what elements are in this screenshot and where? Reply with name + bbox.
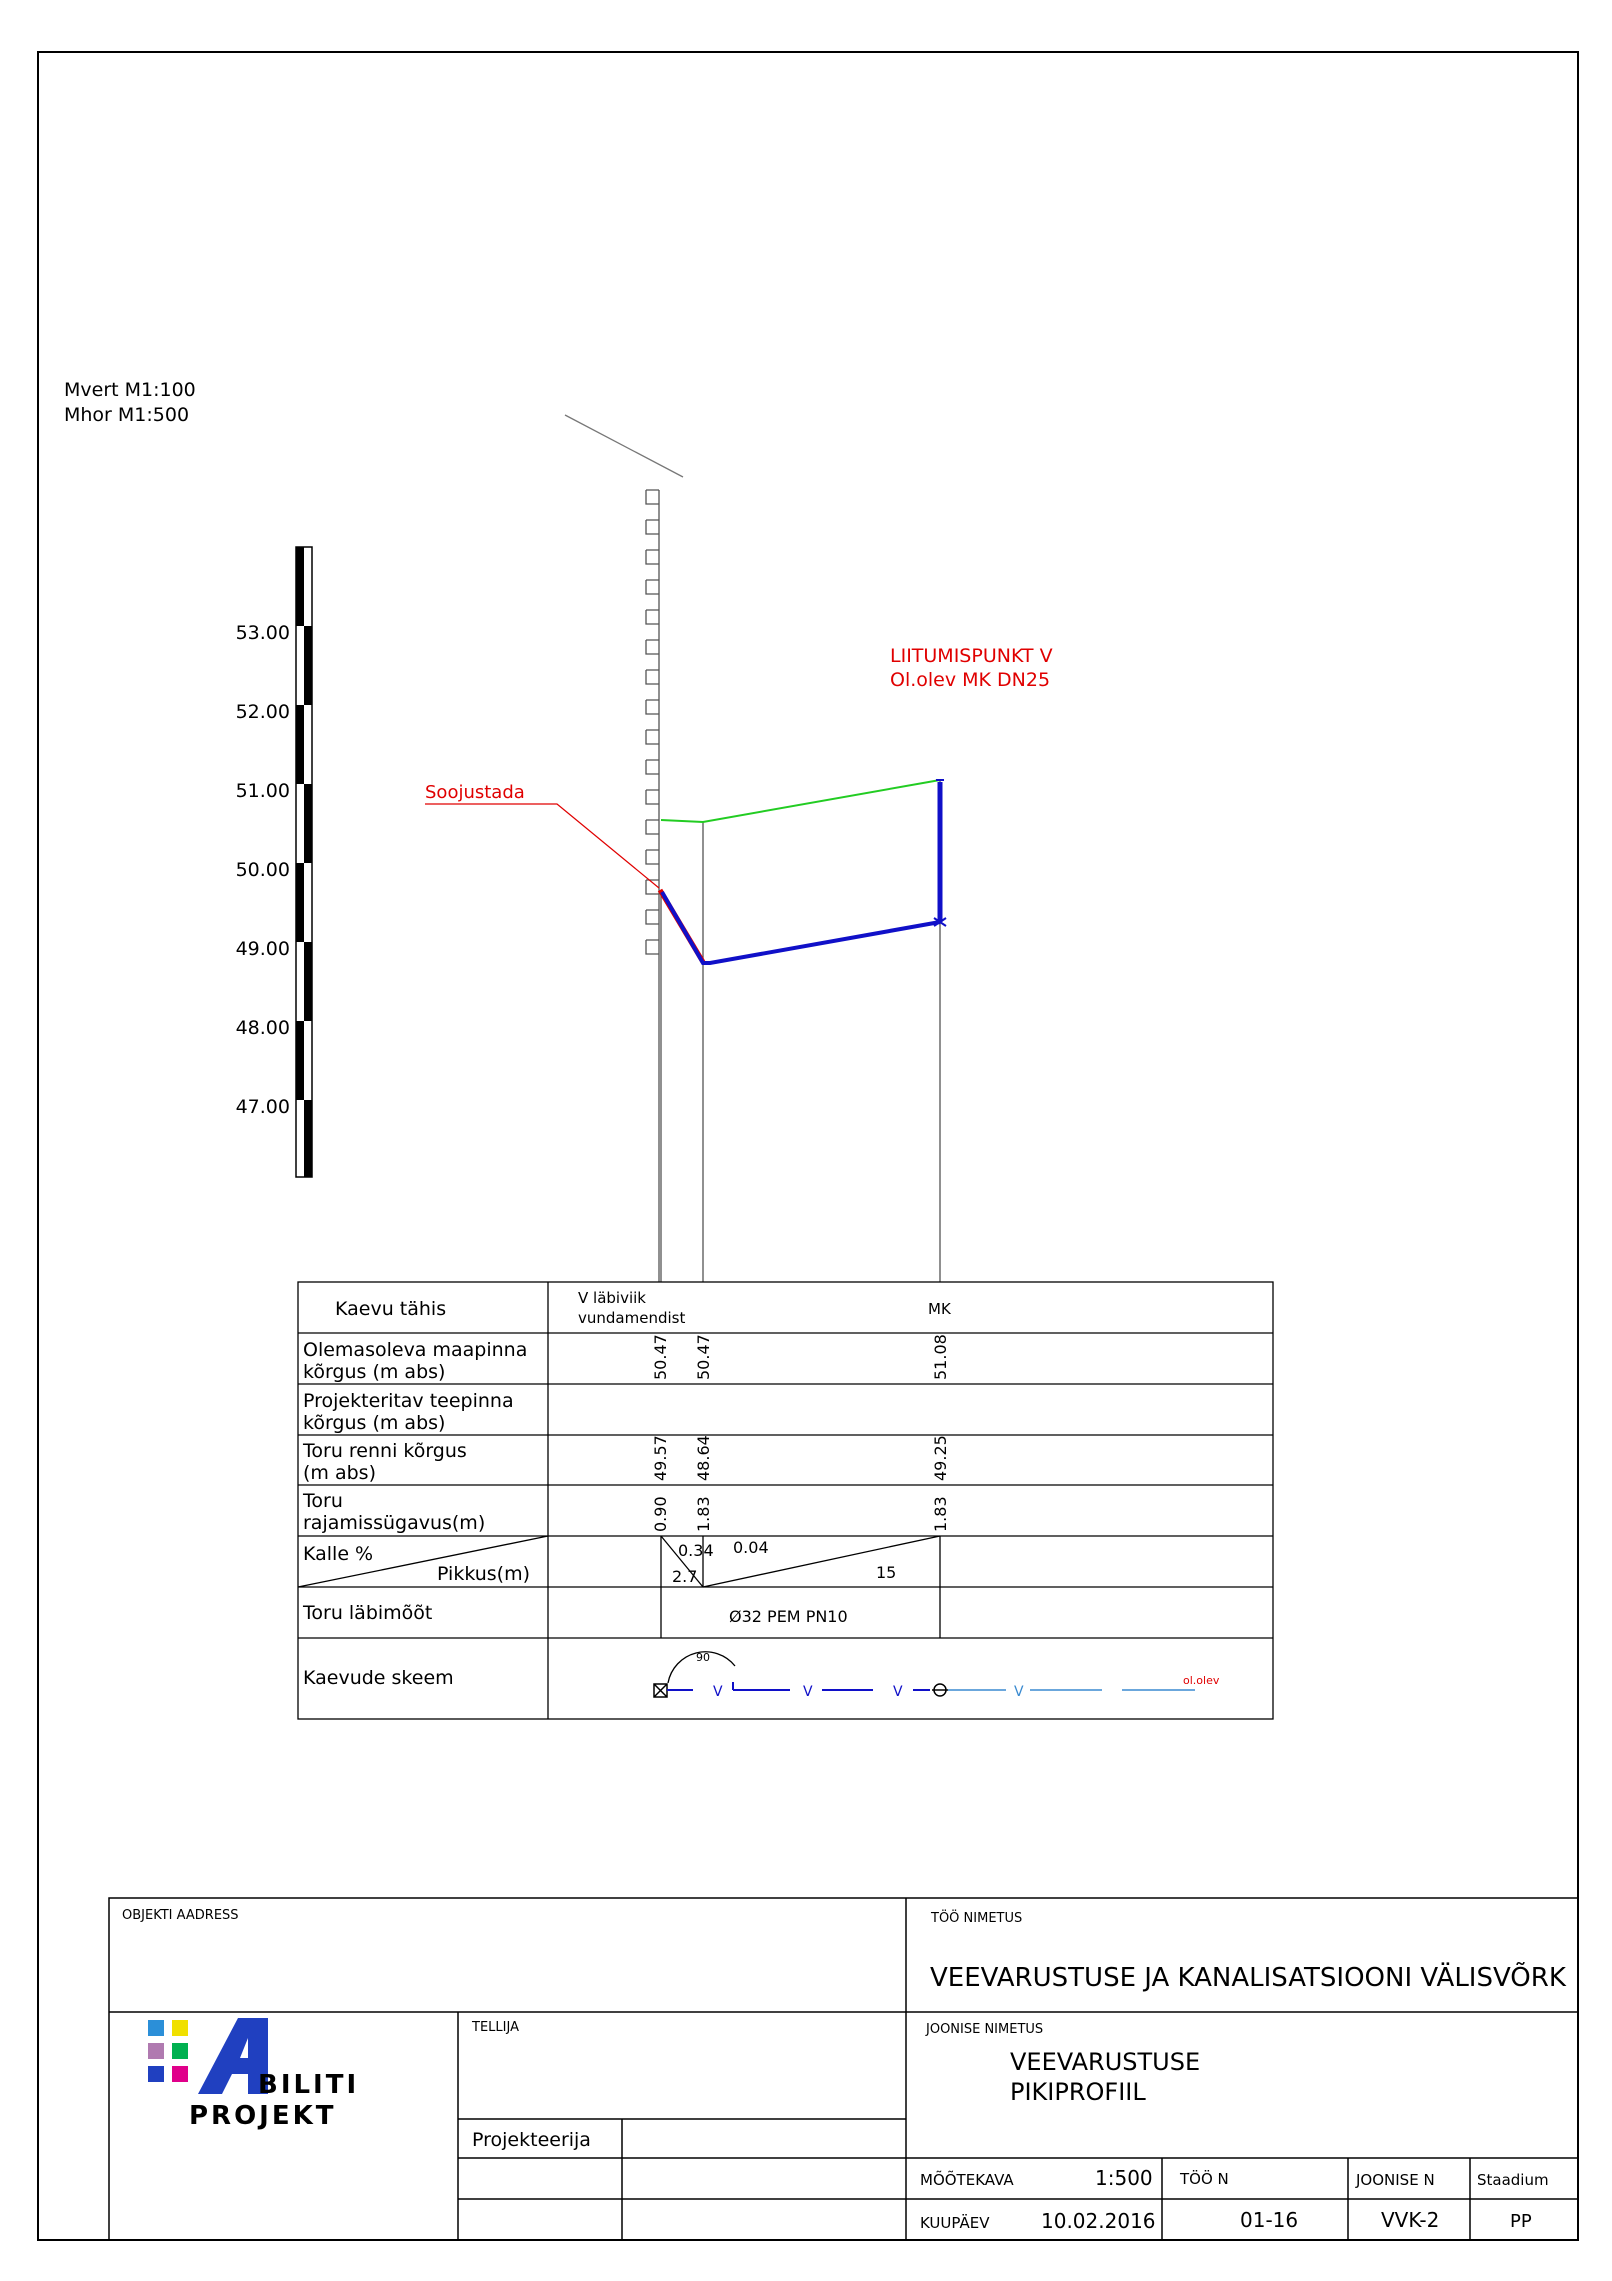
row-label-pipe-invert: Toru renni kõrgus: [303, 1440, 467, 1462]
ruler-segment: [304, 942, 312, 1021]
slope-value-1: 0.34: [678, 1541, 714, 1560]
pipe-diameter-value: Ø32 PEM PN10: [729, 1607, 848, 1626]
station-start-sublabel: vundamendist: [578, 1309, 686, 1327]
insulate-leader: [425, 804, 659, 888]
elevation-label: 53.00: [235, 622, 290, 644]
row-label-length: Pikkus(m): [437, 1563, 531, 1585]
horizontal-scale-label: Mhor M1:500: [64, 404, 190, 426]
wall-hatch: [646, 490, 659, 954]
logo-square: [172, 2020, 188, 2036]
scale-label: MÕÕTEKAVA: [920, 2171, 1014, 2189]
logo-square: [172, 2043, 188, 2059]
date-label: KUUPÄEV: [920, 2214, 990, 2232]
row-label-slope: Kalle %: [303, 1543, 374, 1565]
ruler-segment: [296, 1021, 304, 1100]
elevation-label: 51.00: [235, 780, 290, 802]
insulate-label: Soojustada: [425, 782, 525, 803]
vertical-scale-label: Mvert M1:100: [64, 379, 196, 401]
invert-elevation-b: 48.64: [694, 1435, 713, 1481]
row-label-pipe-depth: Toru: [303, 1490, 343, 1512]
ruler-segment: [296, 863, 304, 942]
existing-ground-line: [661, 780, 940, 822]
existing-pipe-label: ol.olev: [1183, 1674, 1220, 1687]
scheme-pipe-mark: V: [713, 1684, 723, 1700]
row-label-existing-ground: Olemasoleva maapinna: [303, 1339, 528, 1361]
ground-elevation-b: 50.47: [694, 1334, 713, 1380]
building-wall: [565, 415, 683, 1282]
logo-square: [148, 2043, 164, 2059]
ruler-segment: [304, 626, 312, 705]
drawing-number-label: JOONISE N: [1356, 2171, 1435, 2189]
elevation-label: 47.00: [235, 1096, 290, 1118]
stage-value: PP: [1510, 2211, 1532, 2232]
scheme-pipe-mark: V: [803, 1684, 813, 1700]
work-number-value: 01-16: [1240, 2208, 1299, 2232]
section-leader-line: [565, 415, 683, 477]
designer-label: Projekteerija: [472, 2129, 591, 2151]
ground-elevation-c: 51.08: [931, 1334, 950, 1380]
row-label-pipe-diameter: Toru läbimõõt: [303, 1602, 433, 1624]
ruler-segment: [304, 1100, 312, 1177]
company-logo: [148, 2018, 268, 2094]
pipe-depth-a: 0.90: [651, 1496, 670, 1532]
drawing-name-line-2: PIKIPROFIIL: [1010, 2078, 1146, 2106]
row-label-pipe-depth-unit: rajamissügavus(m): [303, 1512, 486, 1534]
ruler-segment: [296, 547, 304, 626]
row-label-existing-ground-unit: kõrgus (m abs): [303, 1361, 446, 1383]
elevation-label: 50.00: [235, 859, 290, 881]
elevation-ruler: [296, 547, 312, 1177]
invert-elevation-a: 49.57: [651, 1435, 670, 1481]
work-name-label: TÖÖ NIMETUS: [931, 1911, 1023, 1926]
scheme-existing-mark: V: [1014, 1684, 1024, 1700]
pipe-depth-c: 1.83: [931, 1496, 950, 1532]
work-number-label: TÖÖ N: [1180, 2170, 1229, 2188]
row-label-well-mark: Kaevu tähis: [335, 1298, 447, 1320]
pipe-depth-b: 1.83: [694, 1496, 713, 1532]
invert-elevation-c: 49.25: [931, 1435, 950, 1481]
connection-point-sublabel: Ol.olev MK DN25: [890, 669, 1051, 691]
slope-value-2: 0.04: [733, 1538, 769, 1557]
stage-label: Staadium: [1477, 2171, 1549, 2189]
elevation-label: 48.00: [235, 1017, 290, 1039]
row-label-projected-road: Projekteritav teepinna: [303, 1390, 514, 1412]
ground-elevation-a: 50.47: [651, 1334, 670, 1380]
work-name: VEEVARUSTUSE JA KANALISATSIOONI VÄLISVÕRK: [930, 1963, 1566, 1993]
drawing-name-label: JOONISE NIMETUS: [926, 2022, 1044, 2037]
row-label-projected-road-unit: kõrgus (m abs): [303, 1412, 446, 1434]
station-start-label: V läbiviik: [578, 1289, 646, 1307]
elevation-label: 52.00: [235, 701, 290, 723]
angle-value: 90: [696, 1651, 710, 1664]
station-end-label: MK: [928, 1300, 951, 1318]
connection-point-label: LIITUMISPUNKT V: [890, 645, 1053, 667]
elevation-label: 49.00: [235, 938, 290, 960]
client-label: TELLIJA: [472, 2020, 519, 2035]
sheet-frame: [38, 52, 1578, 2240]
ruler-segment: [304, 784, 312, 863]
row-label-well-scheme: Kaevude skeem: [303, 1667, 454, 1689]
logo-text: BILITI: [258, 2070, 360, 2100]
well-scheme: [654, 1652, 1195, 1697]
scheme-pipe-mark: V: [893, 1684, 903, 1700]
drawing-number-value: VVK-2: [1381, 2208, 1440, 2232]
drawing-name: VEEVARUSTUSE: [1010, 2048, 1201, 2076]
logo-square: [148, 2066, 164, 2082]
object-address-label: OBJEKTI AADRESS: [122, 1908, 239, 1923]
logo-text-line-2: PROJEKT: [189, 2101, 337, 2131]
row-label-pipe-invert-unit: (m abs): [303, 1462, 376, 1484]
date-value: 10.02.2016: [1041, 2209, 1156, 2233]
water-pipe: [662, 892, 940, 963]
scale-value: 1:500: [1095, 2166, 1153, 2190]
length-value-2: 15: [876, 1563, 897, 1582]
logo-square: [172, 2066, 188, 2082]
ruler-segment: [296, 705, 304, 784]
logo-square: [148, 2020, 164, 2036]
length-value-1: 2.7: [672, 1567, 698, 1586]
